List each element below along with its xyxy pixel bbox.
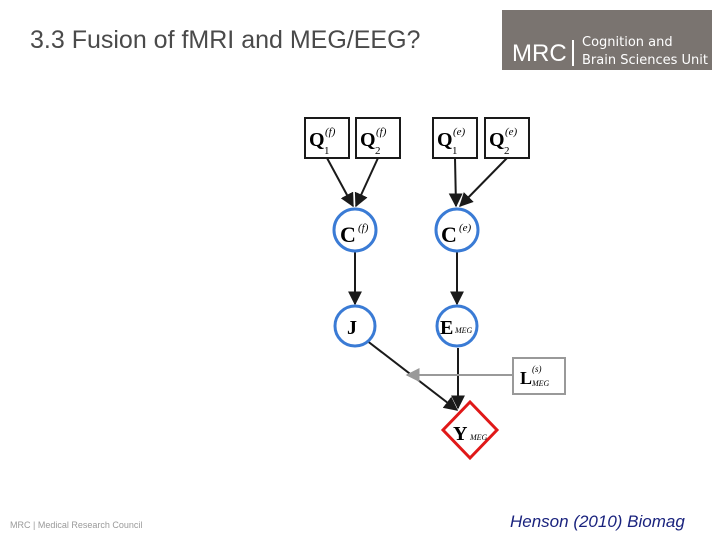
leadfield-box bbox=[513, 358, 565, 394]
svg-text:(e): (e) bbox=[505, 126, 518, 138]
svg-text:(e): (e) bbox=[453, 126, 466, 138]
svg-text:E: E bbox=[440, 317, 454, 339]
svg-text:J: J bbox=[347, 317, 357, 339]
svg-text:1: 1 bbox=[324, 145, 330, 157]
logo-line-2: Brain Sciences Unit bbox=[582, 53, 708, 68]
node-c-f bbox=[334, 209, 376, 251]
node-c-e bbox=[436, 209, 478, 251]
node-e-meg bbox=[437, 306, 477, 346]
svg-text:(f): (f) bbox=[376, 126, 387, 138]
svg-text:MEG: MEG bbox=[532, 379, 550, 388]
svg-text:C: C bbox=[340, 222, 356, 247]
svg-text:Q: Q bbox=[360, 129, 376, 151]
svg-text:2: 2 bbox=[375, 145, 381, 157]
svg-text:MEG: MEG bbox=[455, 326, 473, 335]
mrc-footer-logo: MRC | Medical Research Council bbox=[10, 520, 143, 530]
svg-text:C: C bbox=[441, 222, 457, 247]
diagram-edges bbox=[327, 158, 507, 410]
citation: Henson (2010) Biomag bbox=[510, 512, 685, 531]
edge-q2e-ce bbox=[460, 158, 507, 206]
node-y-meg bbox=[443, 402, 497, 458]
svg-text:Y: Y bbox=[453, 423, 468, 445]
svg-text:Q: Q bbox=[437, 129, 453, 151]
svg-text:(f): (f) bbox=[325, 126, 336, 138]
svg-text:L: L bbox=[520, 368, 533, 388]
edge-q2f-cf bbox=[356, 158, 378, 206]
prior-q1-e bbox=[433, 118, 477, 158]
svg-text:(f): (f) bbox=[358, 222, 369, 234]
logo-acronym: MRC bbox=[512, 40, 567, 67]
prior-q1-f bbox=[305, 118, 349, 158]
prior-q2-e bbox=[485, 118, 529, 158]
svg-text:(e): (e) bbox=[459, 222, 472, 234]
svg-text:2: 2 bbox=[504, 145, 510, 157]
svg-text:(s): (s) bbox=[532, 364, 542, 374]
svg-text:MEG: MEG bbox=[470, 433, 488, 442]
node-j bbox=[335, 306, 375, 346]
logo-line-1: Cognition and bbox=[582, 35, 673, 50]
slide-title: 3.3 Fusion of fMRI and MEG/EEG? bbox=[30, 26, 421, 54]
prior-q2-f bbox=[356, 118, 400, 158]
svg-text:Q: Q bbox=[489, 129, 505, 151]
svg-text:Q: Q bbox=[309, 129, 325, 151]
edge-q1e-ce bbox=[455, 158, 456, 206]
svg-text:1: 1 bbox=[452, 145, 458, 157]
edge-q1f-cf bbox=[327, 158, 353, 206]
